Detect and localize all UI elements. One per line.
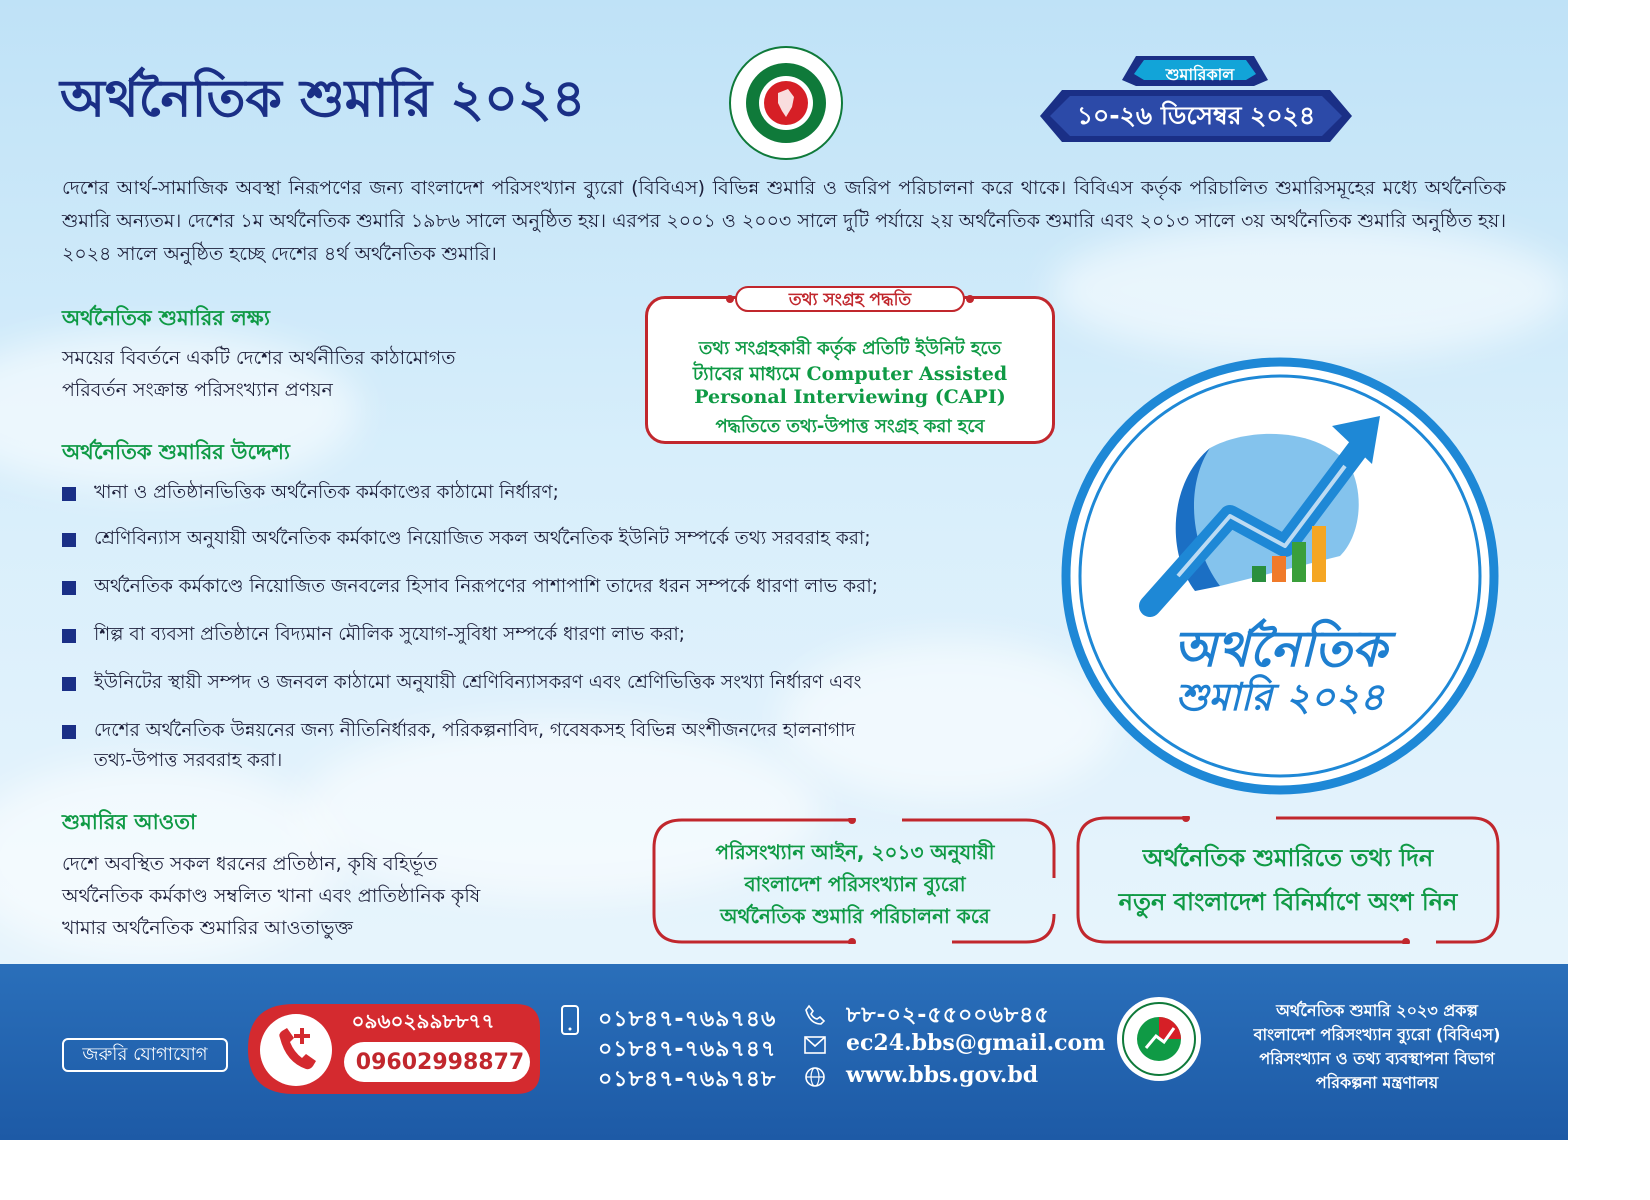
telephone-icon xyxy=(804,1004,826,1026)
dot-icon xyxy=(966,295,974,303)
call-to-action-line: অর্থনৈতিক শুমারিতে তথ্য দিন xyxy=(1142,844,1434,872)
dot-icon xyxy=(726,295,734,303)
email-icon xyxy=(804,1036,826,1054)
bullet-square-icon xyxy=(62,581,76,595)
method-heading: তথ্য সংগ্রহ পদ্ধতি xyxy=(735,286,965,312)
logo-title-line1: অর্থনৈতিক xyxy=(1173,620,1387,678)
logo-title-line2: শুমারি ২০২৪ xyxy=(1175,675,1385,719)
method-line: তথ্য সংগ্রহকারী কর্তৃক প্রতিটি ইউনিট হতে xyxy=(698,338,1002,359)
website-link[interactable]: www.bbs.gov.bd xyxy=(846,1062,1039,1088)
scope-line: দেশে অবস্থিত সকল ধরনের প্রতিষ্ঠান, কৃষি বহির্ভূত xyxy=(62,853,438,875)
call-to-action-line: নতুন বাংলাদেশ বিনির্মাণে অংশ নিন xyxy=(1118,888,1458,916)
census-period-dates: ১০-২৬ ডিসেম্বর ২০২৪ xyxy=(1076,101,1316,130)
bullet-square-icon xyxy=(62,487,76,501)
page-title: অর্থনৈতিক শুমারি ২০২৪ xyxy=(60,69,586,129)
goal-line: সময়ের বিবর্তনে একটি দেশের অর্থনীতির কাঠামোগত xyxy=(62,347,456,369)
mobile-number[interactable]: ০১৮৪৭-৭৬৯৭৪৬ xyxy=(598,1007,777,1032)
bbs-logo-icon xyxy=(1116,996,1202,1082)
method-line: ট্যাবের মাধ্যমে Computer Assisted xyxy=(692,363,1008,385)
goal-line: পরিবর্তন সংক্রান্ত পরিসংখ্যান প্রণয়ন xyxy=(62,379,333,401)
law-line: পরিসংখ্যান আইন, ২০১৩ অনুযায়ী xyxy=(715,840,995,864)
globe-icon xyxy=(804,1066,826,1088)
goal-text xyxy=(62,342,456,406)
scope-line: অর্থনৈতিক কর্মকাণ্ড সম্বলিত খানা এবং প্রাতিষ্ঠানিক কৃষি xyxy=(62,885,481,907)
org-line: বাংলাদেশ পরিসংখ্যান ব্যুরো (বিবিএস) xyxy=(1253,1025,1501,1044)
law-line: অর্থনৈতিক শুমারি পরিচালনা করে xyxy=(720,904,990,928)
mobile-number[interactable]: ০১৮৪৭-৭৬৯৭৪৮ xyxy=(598,1067,777,1092)
objectives-heading: অর্থনৈতিক শুমারির উদ্দেশ্য xyxy=(62,440,291,464)
census-period-label: শুমারিকাল xyxy=(1165,65,1235,84)
telephone-number[interactable]: ৮৮-০২-৫৫০০৬৮৪৫ xyxy=(846,1003,1050,1028)
org-line: পরিসংখ্যান ও তথ্য ব্যবস্থাপনা বিভাগ xyxy=(1259,1049,1495,1068)
mobile-number[interactable]: ০১৮৪৭-৭৬৯৭৪৭ xyxy=(598,1037,777,1062)
poster: অর্থনৈতিক শুমারি ২০২৪ শুমারিকাল ১০-২৬ ডিসেম্বর ২০২৪ দেশের আর্থ-সামাজিক অবস্থা নিরূপণের জন্য বাংলাদেশ পরিসংখ্যান ব্যুরো (বিবিএস) বিভিন্ন শুমারি ও জরিপ পরিচালনা করে থাকে। বিবিএস কর্তৃক পরিচালিত শুমারিসমূহের মধ্যে অর্থনৈতিক শুমারি অন্যতম। দেশের ১ম অর্থনৈতিক শুমারি ১৯৮৬ সালে অনুষ্ঠিত হয়। এরপর ২০০১ ও ২০০৩ সালে দুটি পর্যায়ে ২য় অর্থনৈতিক শুমারি এবং ২০১৩ সালে ৩য় অর্থনৈতিক শুমারি অনুষ্ঠিত হয়। ২০২৪ সালে অনুষ্ঠিত হচ্ছে দেশের ৪র্থ অর্থনৈতিক শুমারি। অর্থনৈতিক শুমারির লক্ষ্য সময়ের বিবর্তনে একটি দেশের অর্থনীতির কাঠামোগত পরিবর্তন সংক্রান্ত পরিসংখ্যান প্রণয়ন অর্থনৈতিক শুমারির উদ্দেশ্য খানা ও প্রতিষ্ঠানভিত্তিক অর্থনৈতিক কর্মকাণ্ডের কাঠামো নির্ধারণ; শ্রেণিবিন্যাস অনুযায়ী অর্থনৈতিক কর্মকাণ্ডে নিয়োজিত সকল অর্থনৈতিক ইউনিট সম্পর্কে তথ্য সরবরাহ করা; অর্থনৈতিক কর্মকাণ্ডে নিয়োজিত জনবলের হিসাব নিরূপণের পাশাপাশি তাদের ধরন সম্পর্কে ধারণা লাভ করা; শিল্প বা ব্যবসা প্রতিষ্ঠানে বিদ্যমান মৌলিক সুযোগ-সুবিধা সম্পর্কে ধারণা লাভ করা; ইউনিটের স্থায়ী সম্পদ ও জনবল কাঠামো অনুযায়ী শ্রেণিবিন্যাসকরণ এবং শ্রেণিভিত্তিক সংখ্যা নির্ধারণ এবং দেশের অর্থনৈতিক উন্নয়নের জন্য নীতিনির্ধারক, পরিকল্পনাবিদ, গবেষকসহ বিভিন্ন অংশীজনদের হালনাগাদ তথ্য-উপাত্ত সরবরাহ করা। শুমারির আওতা দেশে অবস্থিত সকল ধরনের প্রতিষ্ঠান, কৃষি বহির্ভূত অর্থনৈতিক কর্মকাণ্ড সম্বলিত খানা এবং প্রাতিষ্ঠানিক কৃষি খামার অর্থনৈতিক শুমারির আওতাভুক্ত তথ্য সংগ্রহ পদ্ধতি তথ্য সংগ্রহকারী কর্তৃক প্রতিটি ইউনিট হতে ট্যাবের মাধ্যমে Computer Assisted Personal Interviewing (CAPI) পদ্ধতিতে তথ্য-উপাত্ত সংগ্রহ করা হবে অর্থনৈতিক শুমারি ২০২৪ পরিসংখ্যান আইন, ২০১৩ অনুযায়ী বাংলাদেশ পরিসংখ্যান ব্যুরো অর্থনৈতিক শুমারি পরিচালনা করে অর্থনৈতিক শুমারিতে তথ্য দিন নতুন বাংলাদেশ বিনির্মাণে অংশ নিন জরুরি যোগাযোগ ০৯৬০২৯৯৮৮৭৭ 09602998877 ০১৮৪৭-৭৬৯৭৪৬ ০১৮৪৭-৭৬৯৭৪৭ ০১৮৪৭-৭৬৯৭৪৮ ৮৮-০২-৫৫০০৬৮৪৫ ec24.bbs@gmail.com www.bbs.gov.bd অর্থনৈতিক শুমারি ২০২৩ প্রকল্প বাংলাদেশ পরিসংখ্যান ব্যুরো (বিবিএস) পরিসংখ্যান ও তথ্য ব্যবস্থাপনা বিভাগ পরিকল্পনা মন্ত্রণালয় xyxy=(0,0,1568,1140)
hotline-number-bn[interactable]: ০৯৬০২৯৯৮৮৭৭ xyxy=(351,1009,495,1033)
government-seal-icon xyxy=(728,45,844,161)
law-line: বাংলাদেশ পরিসংখ্যান ব্যুরো xyxy=(744,872,966,896)
bullet-square-icon xyxy=(62,725,76,739)
mobile-phone-icon xyxy=(560,1004,580,1036)
hotline-number-en[interactable]: 09602998877 xyxy=(355,1050,525,1075)
org-line: অর্থনৈতিক শুমারি ২০২৩ প্রকল্প xyxy=(1276,1001,1478,1020)
bullet-square-icon xyxy=(62,629,76,643)
org-line: পরিকল্পনা মন্ত্রণালয় xyxy=(1315,1073,1439,1092)
scope-line: খামার অর্থনৈতিক শুমারির আওতাভুক্ত xyxy=(62,917,353,939)
scope-heading: শুমারির আওতা xyxy=(62,810,197,834)
method-line: Personal Interviewing (CAPI) xyxy=(694,386,1006,408)
goal-heading: অর্থনৈতিক শুমারির লক্ষ্য xyxy=(62,306,270,330)
scope-text xyxy=(62,848,480,944)
call-to-action-frame xyxy=(1076,816,1500,944)
bullet-square-icon xyxy=(62,677,76,691)
urgent-contact-label: জরুরি যোগাযোগ xyxy=(62,1038,228,1072)
email-address[interactable]: ec24.bbs@gmail.com xyxy=(846,1030,1106,1056)
intro-paragraph: দেশের আর্থ-সামাজিক অবস্থা নিরূপণের জন্য বাংলাদেশ পরিসংখ্যান ব্যুরো (বিবিএস) বিভিন্ন শুমারি ও জরিপ পরিচালনা করে থাকে। বিবিএস কর্তৃক পরিচালিত শুমারিসমূহের মধ্যে অর্থনৈতিক শুমারি অন্যতম। দেশের ১ম অর্থনৈতিক শুমারি ১৯৮৬ সালে অনুষ্ঠিত হয়। এরপর ২০০১ ও ২০০৩ সালে দুটি পর্যায়ে ২য় অর্থনৈতিক শুমারি এবং ২০১৩ সালে ৩য় অর্থনৈতিক শুমারি অনুষ্ঠিত হয়। ২০২৪ সালে অনুষ্ঠিত হচ্ছে দেশের ৪র্থ অর্থনৈতিক শুমারি। xyxy=(62,177,1506,265)
method-line: পদ্ধতিতে তথ্য-উপাত্ত সংগ্রহ করা হবে xyxy=(715,416,985,437)
bullet-square-icon xyxy=(62,533,76,547)
